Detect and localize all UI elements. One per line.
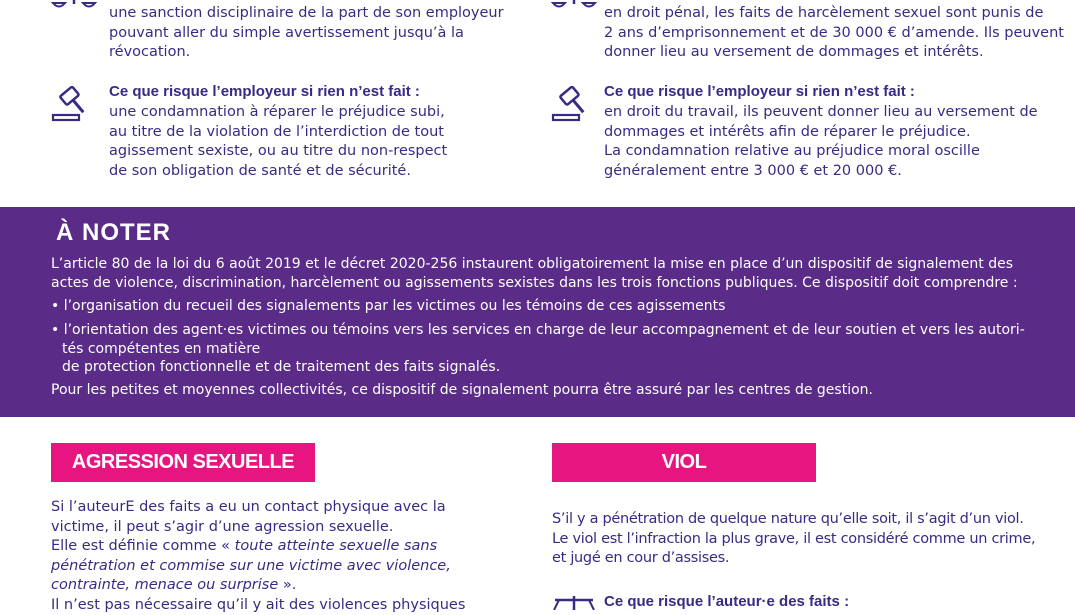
viol-title-pill: VIOL (552, 443, 816, 482)
agression-line-5-italic: contrainte, menace ou surprise (51, 577, 278, 593)
agression-line-2: victime, il peut s’agir d’une agression sexuelle. (51, 518, 393, 538)
agression-line-5-end: ». (278, 577, 296, 593)
right-penal-line-2: 2 ans d’emprisonnement et de 30 000 € d’amende. Ils peuvent (604, 24, 1064, 44)
right-employer-line-3: La condamnation relative au préjudice moral oscille (604, 142, 980, 162)
gavel-icon (551, 86, 597, 122)
agression-line-3-italic: toute atteinte sexuelle sans (235, 538, 438, 554)
left-sanction-line-1: une sanction disciplinaire de la part de son employeur (109, 4, 504, 24)
left-employer-line-4: de son obligation de santé et de sécurité. (109, 162, 411, 182)
agression-line-3 (51, 537, 437, 557)
agression-line-4: pénétration et commise sur une victime avec violence, (51, 557, 451, 577)
left-employer-line-3: agissement sexiste, ou au titre du non-respect (109, 142, 447, 162)
agression-line-6: Il n’est pas nécessaire qu’il y ait des violences physiques (51, 596, 465, 615)
right-employer-line-1: en droit du travail, ils peuvent donner lieu au versement de (604, 103, 1038, 123)
balance-scale-icon (551, 596, 597, 610)
right-employer-line-4: généralement entre 3 000 € et 20 000 €. (604, 162, 902, 182)
left-sanction-line-3: révocation. (109, 43, 190, 63)
note-line-2: actes de violence, discrimination, harcèlement ou agissements sexistes dans les trois fonctions publiques. Ce dispositif doit comprendre : (51, 274, 1018, 293)
note-bullet-2: • l’orientation des agent·es victimes ou témoins vers les services en charge de leur accompagnement et de leur soutien et vers les autori- (51, 321, 1025, 340)
note-line-1: L’article 80 de la loi du 6 août 2019 et le décret 2020-256 instaurent obligatoirement la mise en place d’un dispositif de signalement des (51, 255, 1013, 274)
right-penal-line-3: donner lieu au versement de dommages et intérêts. (604, 43, 984, 63)
viol-line-1: S’il y a pénétration de quelque nature qu’elle soit, il s’agit d’un viol. (552, 510, 1024, 530)
viol-author-heading: Ce que risque l’auteur·e des faits : (604, 593, 849, 610)
left-employer-heading: Ce que risque l’employeur si rien n’est fait : (109, 83, 420, 100)
gavel-icon (51, 86, 97, 122)
note-bullet-2-cont: tés compétentes en matière (62, 340, 260, 359)
left-employer-line-1: une condamnation à réparer le préjudice subi, (109, 103, 445, 123)
note-bullet-2-cont-2: de protection fonctionnelle et de traitement des faits signalés. (62, 358, 500, 377)
left-sanction-line-2: pouvant aller du simple avertissement jusqu’à la (109, 24, 464, 44)
agression-title-pill: AGRESSION SEXUELLE (51, 443, 315, 482)
agression-line-5 (51, 576, 296, 596)
right-employer-heading: Ce que risque l’employeur si rien n’est fait : (604, 83, 915, 100)
balance-scale-icon (551, 0, 597, 14)
left-employer-line-2: au titre de la violation de l’interdiction de tout (109, 123, 444, 143)
right-penal-line-1: en droit pénal, les faits de harcèlement sexuel sont punis de (604, 4, 1043, 24)
viol-line-3: et jugé en cour d’assises. (552, 549, 729, 569)
agression-line-1: Si l’auteurE des faits a eu un contact physique avec la (51, 498, 446, 518)
right-employer-line-2: dommages et intérêts afin de réparer le préjudice. (604, 123, 971, 143)
agression-line-3-start: Elle est définie comme « (51, 538, 235, 554)
balance-scale-icon (51, 0, 97, 14)
note-bullet-1: • l’organisation du recueil des signalements par les victimes ou les témoins de ces agissements (51, 297, 725, 316)
viol-line-2: Le viol est l’infraction la plus grave, il est considéré comme un crime, (552, 530, 1035, 550)
note-title: À NOTER (56, 219, 171, 247)
note-closing: Pour les petites et moyennes collectivités, ce dispositif de signalement pourra être assuré par les centres de gestion. (51, 381, 873, 400)
